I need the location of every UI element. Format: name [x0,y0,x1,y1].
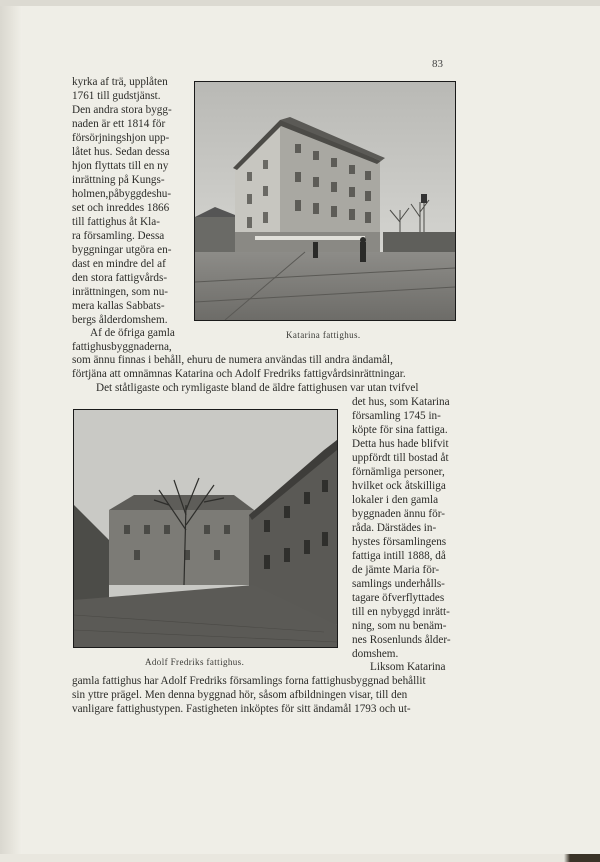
text-line: som ännu finnas i behåll, ehuru de numera användas till andra ändamål, [72,354,393,366]
text-line: till en nybyggd inrätt- [352,606,450,618]
text-line: nes Rosenlunds ålder- [352,634,451,646]
text-line: Af de öfriga gamla [90,327,175,339]
page-top-edge [0,0,600,6]
text-line: samlings underhålls- [352,578,445,590]
text-line: domshem. [352,648,399,660]
text-line: 1761 till gudstjänst. [72,90,161,102]
text-line: byggnaden ännu för- [352,508,445,520]
text-line: hvilket ock åtskilliga [352,480,446,492]
text-line: Den andra stora bygg- [72,104,172,116]
text-line: Detta hus hade blifvit [352,438,449,450]
text-line: låtet hus. Sedan dessa [72,146,170,158]
text-line: köpte för sina fattiga. [352,424,448,436]
text-line: råda. Därstädes in- [352,522,437,534]
text-line: hjon flyttats till en ny [72,160,169,172]
text-line: lokaler i den gamla [352,494,439,506]
text-line: de jämte Maria för- [352,564,440,576]
photo-adolf-fredriks-fattighus [73,409,338,648]
caption-katarina: Katarina fattighus. [286,330,361,340]
text-line: tagare öfverflyttades [352,592,445,604]
page-bottom-edge [0,854,600,862]
text-line: set och inreddes 1866 [72,202,170,214]
text-line: holmen,påbyggdeshu- [72,188,172,200]
text-line: Det ståtligaste och rymligaste bland de äldre fattighusen var utan tvifvel [96,382,419,394]
text-line: församling 1745 in- [352,410,441,422]
text-line: det hus, som Katarina [352,396,450,408]
text-line: förtjäna att omnämnas Katarina och Adolf Fredriks fattigvårdsinrättningar. [72,368,406,380]
caption-adolf-fredriks: Adolf Fredriks fattighus. [145,657,245,667]
text-line: uppfördt till bostad åt [352,452,449,464]
adolf-fredriks-building-illustration [74,410,337,647]
book-spine-shadow [0,0,22,862]
text-line: försörjningshjon upp- [72,132,170,144]
text-line: vanligare fattighustypen. Fastigheten inköptes för sitt ändamål 1793 och ut- [72,703,411,715]
text-line: till fattighus åt Kla- [72,216,160,228]
text-line: gamla fattighus har Adolf Fredriks församlings forna fattighusbyggnad behållit [72,675,426,687]
text-line: inrättning på Kungs- [72,174,165,186]
text-line: bergs ålderdomshem. [72,314,168,326]
text-line: ra församling. Dessa [72,230,165,242]
text-line: fattiga intill 1888, då [352,550,446,562]
text-line: dast en mindre del af [72,258,166,270]
text-line: hystes församlingens [352,536,447,548]
text-line: mera kallas Sabbats- [72,300,165,312]
text-line: fattighusbyggnaderna, [72,341,172,353]
text-line: förnämliga personer, [352,466,445,478]
photo-katarina-fattighus [194,81,456,321]
text-line: kyrka af trä, upplåten [72,76,168,88]
text-line: naden är ett 1814 för [72,118,166,130]
page-number: 83 [432,58,443,70]
text-line: ning, som nu benäm- [352,620,447,632]
text-line: sin yttre prägel. Men denna byggnad hör, såsom afbildningen visar, till den [72,689,408,701]
text-line: Liksom Katarina [370,661,446,673]
text-line: inrättningen, som nu- [72,286,169,298]
text-line: byggningar utgöra en- [72,244,172,256]
text-line: den stora fattigvårds- [72,272,168,284]
katarina-building-illustration [195,82,455,320]
